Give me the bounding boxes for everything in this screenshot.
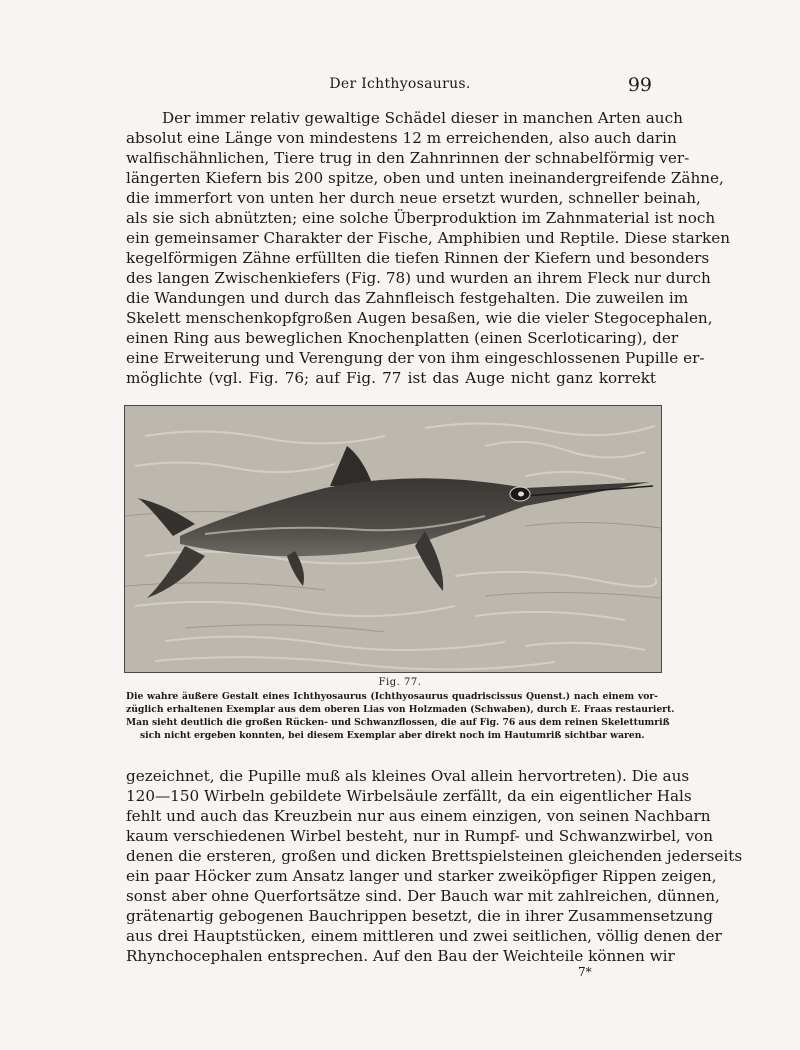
text-line: ein gemeinsamer Charakter der Fische, Amphibien und Reptile. Diese starken xyxy=(126,229,731,247)
page-number: 99 xyxy=(627,74,652,96)
text-line: gezeichnet, die Pupille muß als kleines Oval allein hervortreten). Die aus xyxy=(126,767,690,785)
running-title: Der Ichthyosaurus. xyxy=(329,76,471,92)
text-line: Skelett menschenkopfgroßen Augen besaßen, wie die vieler Stegocephalen, xyxy=(126,309,713,327)
running-header xyxy=(0,74,800,96)
text-line: als sie sich abnützten; eine solche Überproduktion im Zahnmaterial ist noch xyxy=(126,209,716,227)
body-paragraph-bottom xyxy=(126,766,743,966)
text-line: einen Ring aus beweglichen Knochenplatten (einen Scerloticaring), der xyxy=(126,329,679,347)
text-line: des langen Zwischenkiefers (Fig. 78) und wurden an ihrem Fleck nur durch xyxy=(126,269,711,287)
text-line: eine Erweiterung und Verengung der von ihm eingeschlossenen Pupille er- xyxy=(126,349,705,367)
body-paragraph-top xyxy=(126,108,731,388)
text-line: Der immer relativ gewaltige Schädel dieser in manchen Arten auch xyxy=(162,109,683,127)
text-line: ein paar Höcker zum Ansatz langer und starker zweiköpfiger Rippen zeigen, xyxy=(126,867,717,885)
text-line: absolut eine Länge von mindestens 12 m erreichenden, also auch darin xyxy=(126,129,677,147)
text-line: 120—150 Wirbeln gebildete Wirbelsäule zerfällt, da ein eigentlicher Hals xyxy=(126,787,692,805)
text-line: walfischähnlichen, Tiere trug in den Zahnrinnen der schnabelförmig ver- xyxy=(126,149,690,167)
text-line: kegelförmigen Zähne erfüllten die tiefen Rinnen der Kiefern und besonders xyxy=(126,249,710,267)
text-line: sonst aber ohne Querfortsätze sind. Der Bauch war mit zahlreichen, dünnen, xyxy=(126,887,720,905)
caption-line: züglich erhaltenen Exemplar aus dem oberen Lias von Holzmaden (Schwaben), durch E. Fraas restauriert. xyxy=(126,704,675,715)
signature-mark: 7* xyxy=(578,965,592,979)
ichthyosaurus-illustration xyxy=(124,405,662,673)
text-line: die immerfort von unten her durch neue ersetzt wurden, schneller beinah, xyxy=(126,189,701,207)
figure-label: Fig. 77. xyxy=(378,677,422,688)
text-line: die Wandungen und durch das Zahnfleisch festgehalten. Die zuweilen im xyxy=(126,289,689,307)
text-line: denen die ersteren, großen und dicken Brettspielsteinen gleichenden jederseits xyxy=(126,847,743,865)
caption-line: Man sieht deutlich die großen Rücken- und Schwanzflossen, die auf Fig. 76 aus dem reinen Skelettumriß xyxy=(126,717,670,728)
text-line: aus drei Hauptstücken, einem mittleren und zwei seitlichen, völlig denen der xyxy=(126,927,722,945)
text-line: längerten Kiefern bis 200 spitze, oben und unten ineinandergreifende Zähne, xyxy=(126,169,724,187)
text-line: möglichte (vgl. Fig. 76; auf Fig. 77 ist das Auge nicht ganz korrekt xyxy=(126,369,656,387)
text-line: fehlt und auch das Kreuzbein nur aus einem einzigen, von seinen Nachbarn xyxy=(126,807,711,825)
text-line: grätenartig gebogenen Bauchrippen besetzt, die in ihrer Zusammensetzung xyxy=(126,907,713,925)
pupil xyxy=(518,492,524,497)
caption-line: Die wahre äußere Gestalt eines Ichthyosaurus (Ichthyosaurus quadriscissus Quenst.) nach einem vor- xyxy=(126,691,658,702)
figure-caption xyxy=(126,690,675,742)
text-line: Rhynchocephalen entsprechen. Auf den Bau der Weichteile können wir xyxy=(126,947,675,965)
ichthyosaurus-drawing xyxy=(125,406,661,672)
text-line: kaum verschiedenen Wirbel besteht, nur in Rumpf- und Schwanzwirbel, von xyxy=(126,827,714,845)
caption-line: sich nicht ergeben konnten, bei diesem Exemplar aber direkt noch im Hautumriß sichtbar waren. xyxy=(140,730,645,741)
